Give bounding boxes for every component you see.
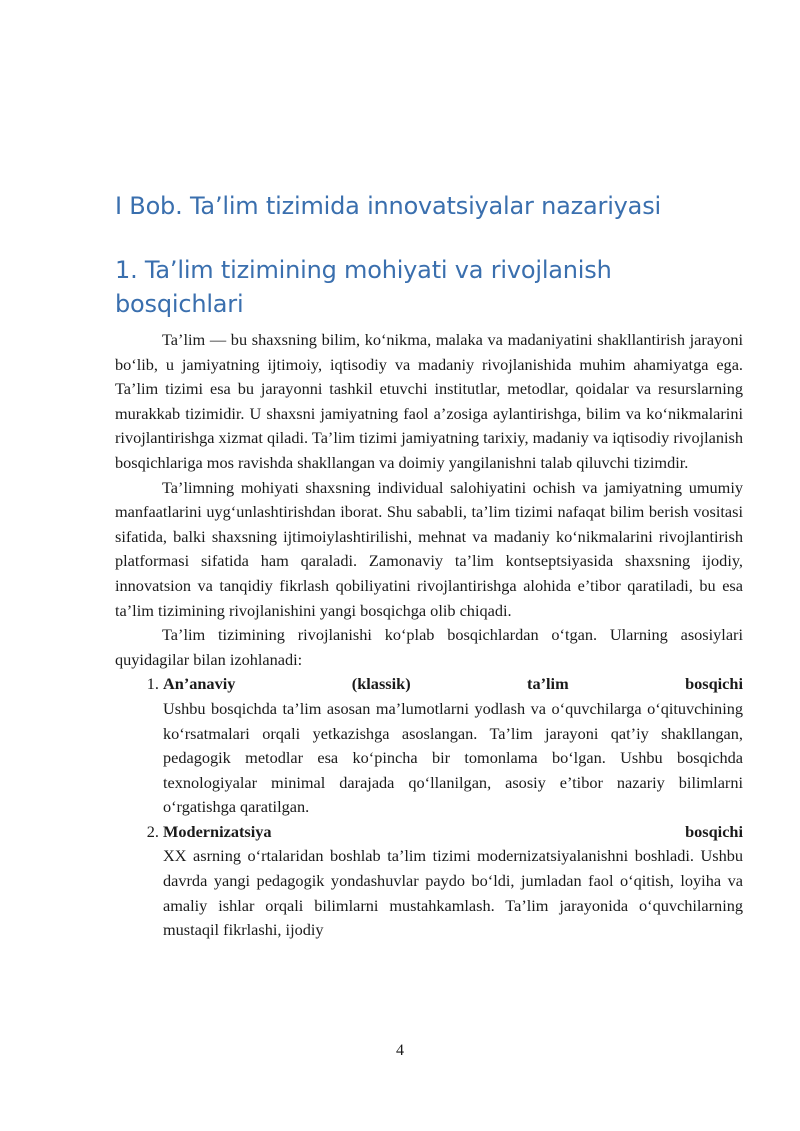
section-title: 1. Ta’lim tizimining mohiyati va rivojlanish bosqichlari <box>115 256 612 318</box>
chapter-title: I Bob. Ta’lim tizimida innovatsiyalar nazariyasi <box>115 192 661 220</box>
stage-title: 1. An’anaviy (klassik) ta’lim bosqichi <box>163 674 743 694</box>
stage-text: Ushbu bosqichda ta’lim asosan ma’lumotlarni yodlash va o‘quvchilarga o‘qituvchining ko‘rsatmalari orqali yetkazishga asoslangan. Ta’lim jarayoni qat’iy shakllangan, pedagogik metodlar esa ko‘pincha bir tomonlama bo‘lgan. Ushbu bosqichda texnologiyalar minimal darajada qo‘llanilgan, asosiy e’tibor nazariy bilimlarni o‘rgatishga qaratilgan. <box>163 698 743 817</box>
list-item <box>163 672 743 820</box>
list-item <box>163 820 743 943</box>
page-number: 4 <box>396 1042 404 1059</box>
body-text <box>115 328 743 943</box>
paragraph: Ta’lim tizimining rivojlanishi ko‘plab bosqichlardan o‘tgan. Ularning asosiylari quyidagilar bilan izohlanadi: <box>115 625 743 669</box>
stage-text: XX asrning o‘rtalaridan boshlab ta’lim tizimi modernizatsiyalanishni boshladi. Ushbu davrda yangi pedagogik yondashuvlar paydo bo‘ldi, jumladan faol o‘qitish, loyiha va amaliy ishlar orqali bilimlarni mustahkamlash. Ta’lim jarayonida o‘quvchilarning mustaqil fikrlashi, ijodiy <box>163 846 743 940</box>
stage-title: 2. Modernizatsiya bosqichi <box>163 821 743 841</box>
paragraph: Ta’lim — bu shaxsning bilim, ko‘nikma, malaka va madaniyatini shakllantirish jarayoni bo‘lib, u jamiyatning ijtimoiy, iqtisodiy va madaniy rivojlanishida muhim ahamiyatga ega. Ta’lim tizimi esa bu jarayonni tashkil etuvchi institutlar, metodlar, qoidalar va resurslarning murakkab tizimidir. U shaxsni jamiyatning faol a’zosiga aylantirishga, bilim va ko‘nikmalarini rivojlantirishga xizmat qiladi. Ta’lim tizimi jamiyatning tarixiy, madaniy va iqtisodiy rivojlanish bosqichlariga mos ravishda shakllangan va doimiy yangilanishni talab qiluvchi tizimdir. <box>115 330 743 472</box>
stages-list <box>115 672 743 943</box>
paragraph: Ta’limning mohiyati shaxsning individual salohiyatini ochish va jamiyatning umumiy manfaatlarini uyg‘unlashtirishdan iborat. Shu sababli, ta’lim tizimi nafaqat bilim berish vositasi sifatida, balki shaxsning ijtimoiylashtirilishi, mehnat va madaniy ko‘nikmalarini rivojlantirish platformasi sifatida ham qaraladi. Zamonaviy ta’lim kontseptsiyasida shaxsning ijodiy, innovatsion va tanqidiy fikrlash qobiliyatini rivojlantirishga alohida e’tibor qaratiladi, bu esa ta’lim tizimining rivojlanishini yangi bosqichga olib chiqadi. <box>115 477 743 620</box>
